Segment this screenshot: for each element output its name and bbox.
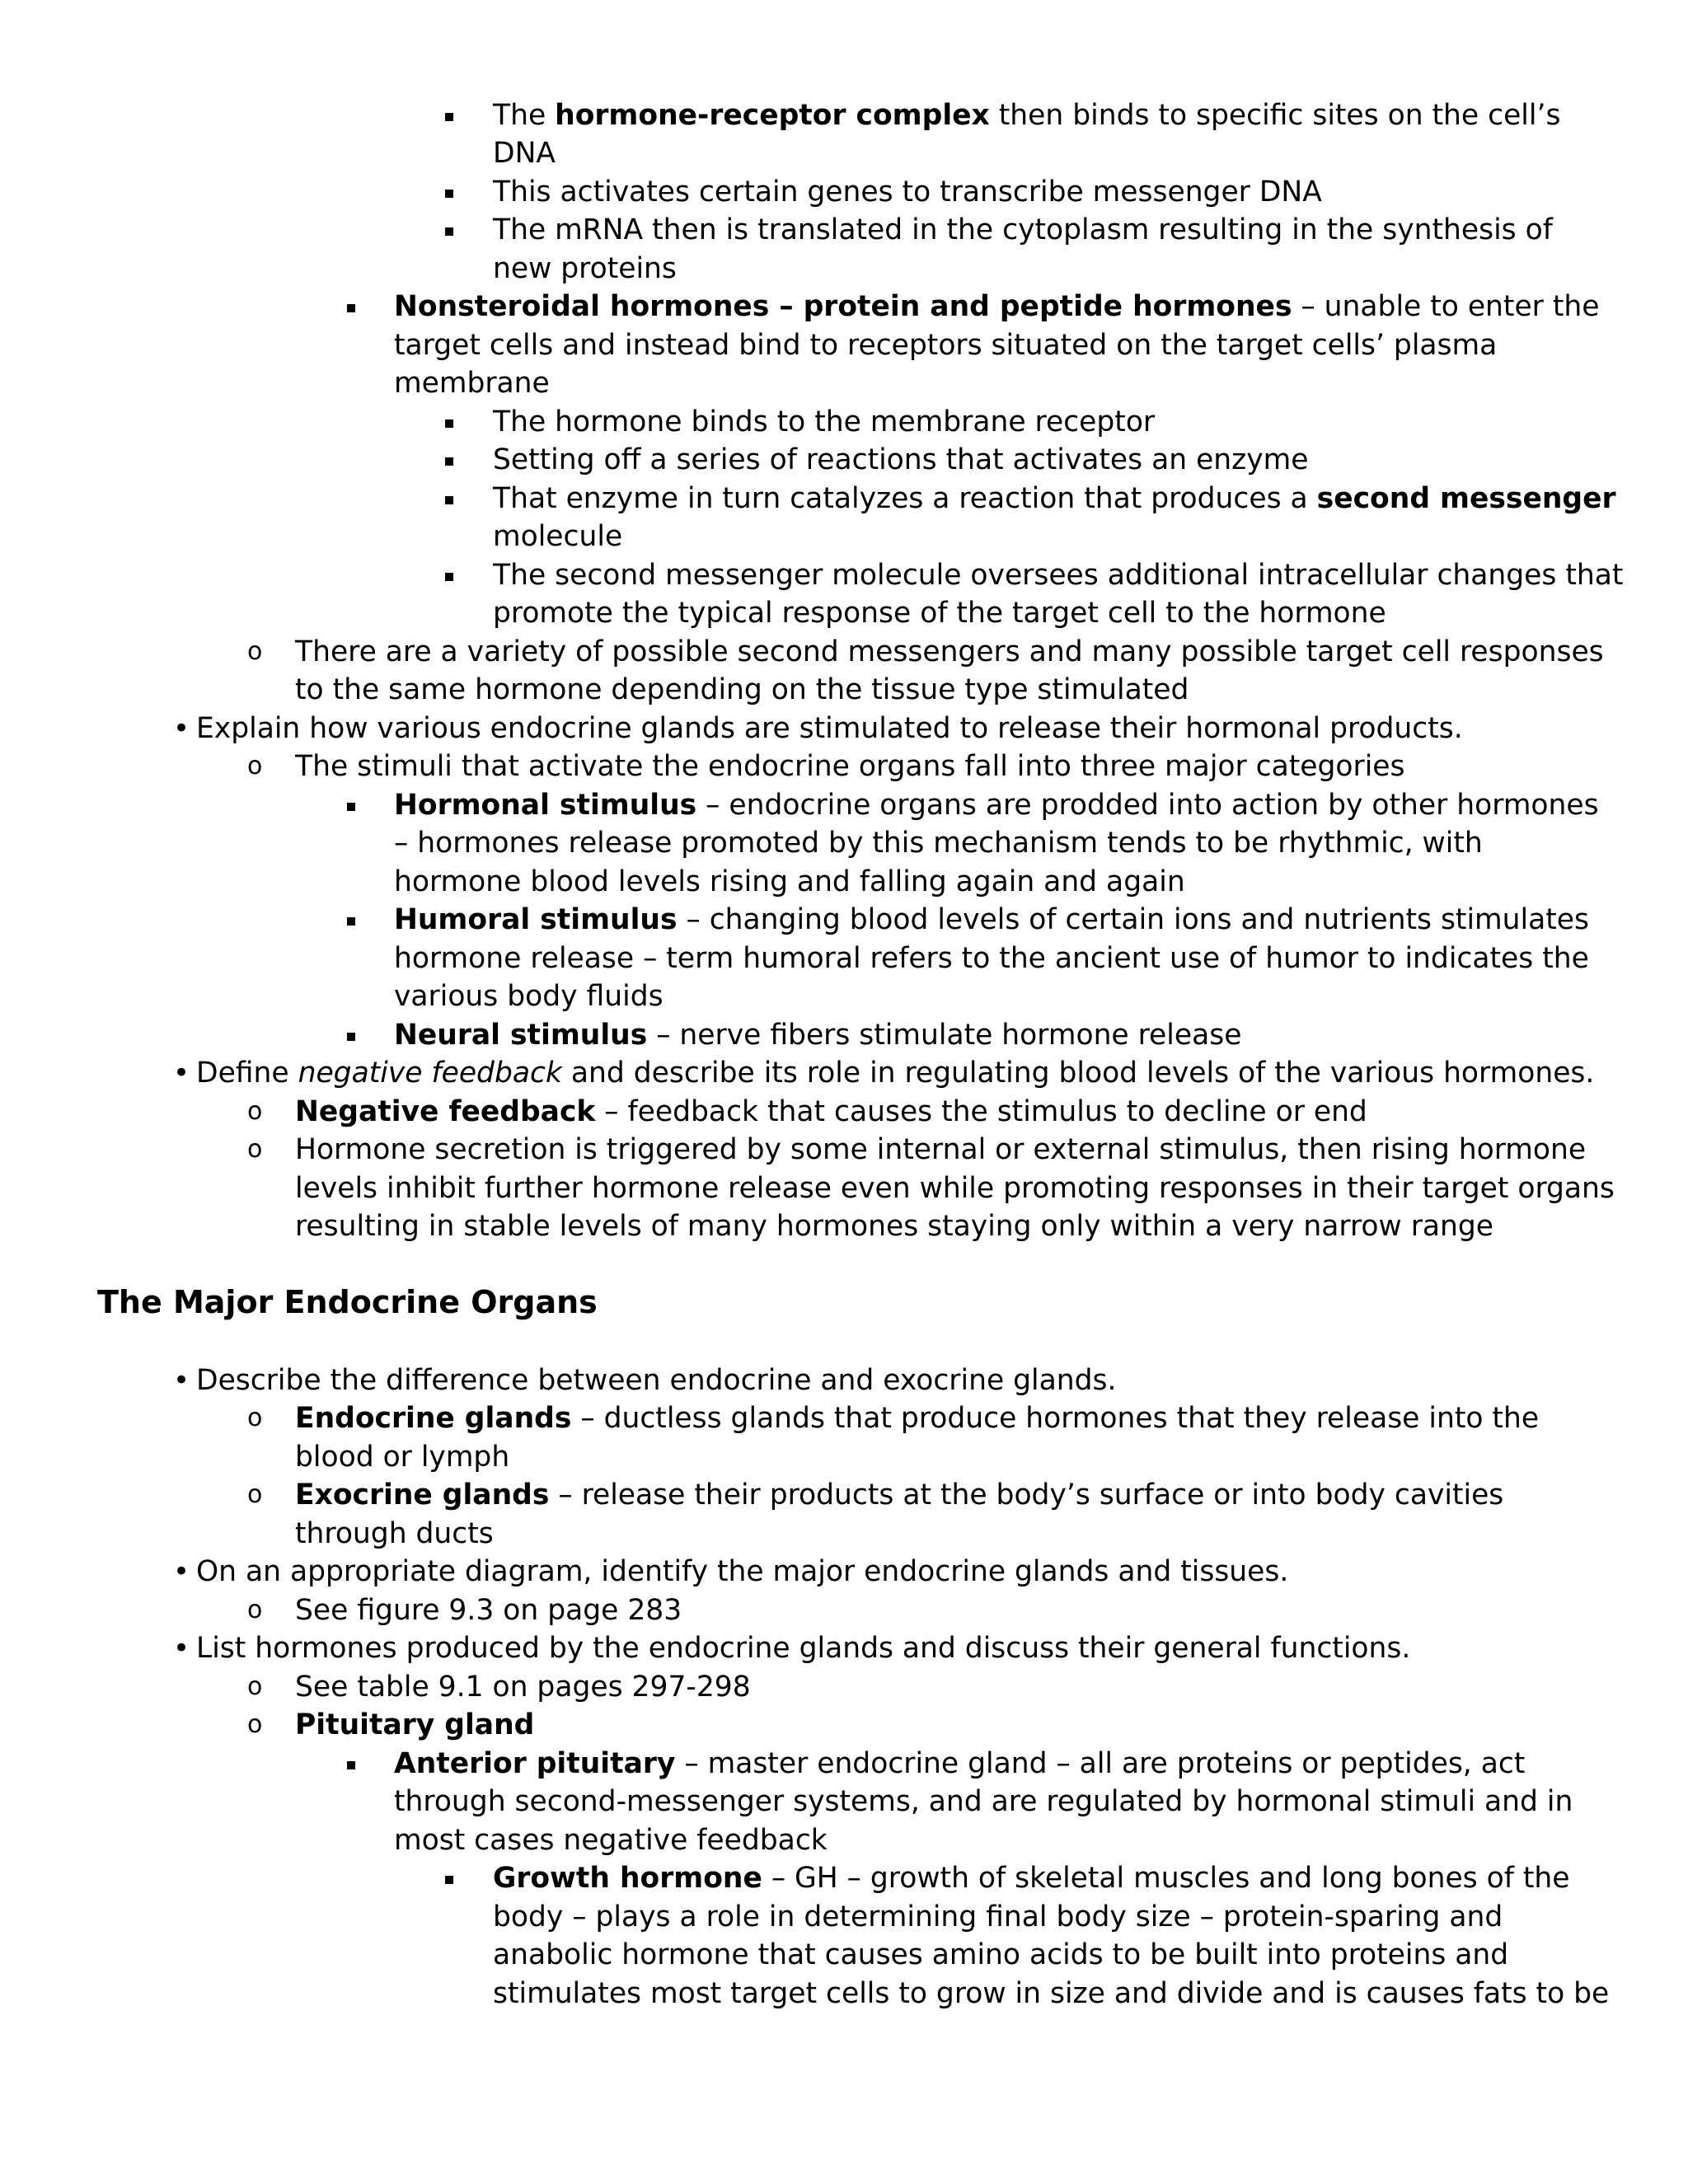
square-bullet-icon [347, 1745, 355, 1783]
square-bullet-icon [347, 1016, 355, 1055]
bold-term: Nonsteroidal hormones – protein and peptide hormones [394, 290, 1292, 323]
text-run: molecule [493, 520, 623, 553]
text-line [493, 96, 1560, 135]
text-run: The second messenger molecule oversees additional intracellular changes that [493, 559, 1624, 592]
text-run: The Major Endocrine Organs [97, 1284, 598, 1320]
text-run: blood or lymph [295, 1441, 510, 1474]
dot-bullet-marker: • [173, 1057, 190, 1090]
text-run: hormone release – term humoral refers to the ancient use of humor to indicates the [394, 942, 1589, 975]
text-run: target cells and instead bind to receptors situated on the target cells’ plasma [394, 329, 1498, 362]
bold-term: Endocrine glands [295, 1402, 572, 1435]
text-line [493, 1936, 1508, 1975]
bold-term: Hormonal stimulus [394, 789, 697, 822]
text-line [493, 173, 1322, 212]
italic-term: negative feedback [298, 1057, 562, 1090]
text-run: hormone blood levels rising and falling again and again [394, 865, 1185, 898]
text-line [493, 480, 1616, 518]
text-run: That enzyme in turn catalyzes a reaction that produces a [493, 482, 1317, 515]
text-line [196, 1361, 1116, 1400]
text-line [394, 1745, 1525, 1783]
text-line [394, 863, 1185, 902]
square-bullet-icon [445, 96, 453, 135]
bold-term: Pituitary gland [295, 1708, 535, 1741]
text-run: – nerve fibers stimulate hormone release [647, 1019, 1242, 1052]
text-line [196, 710, 1463, 748]
text-run: – GH – growth of skeletal muscles and long bones of the [762, 1862, 1570, 1895]
text-line [493, 1859, 1569, 1898]
square-bullet-icon [445, 441, 453, 480]
dot-bullet-marker: • [173, 712, 190, 745]
bold-term: Exocrine glands [295, 1479, 550, 1511]
text-run: through second-messenger systems, and are regulated by hormonal stimuli and in [394, 1785, 1573, 1818]
text-line [295, 1093, 1367, 1132]
text-line [394, 786, 1599, 825]
text-run: – master endocrine gland – all are proteins or peptides, act [675, 1747, 1526, 1780]
text-run: Describe the difference between endocrine and exocrine glands. [196, 1364, 1117, 1397]
text-line [394, 1821, 828, 1860]
text-line [196, 1553, 1288, 1591]
circle-bullet-marker: o [247, 1672, 263, 1701]
text-run: Setting off a series of reactions that activates an enzyme [493, 443, 1309, 476]
text-line [295, 1591, 682, 1630]
bold-term: Neural stimulus [394, 1019, 648, 1052]
text-line [493, 1975, 1609, 2013]
text-line [394, 901, 1589, 940]
bold-term: Negative feedback [295, 1095, 596, 1128]
text-run: Hormone secretion is triggered by some internal or external stimulus, then rising hormone [295, 1133, 1587, 1166]
text-line [295, 1169, 1615, 1208]
square-bullet-icon [445, 1859, 453, 1898]
circle-bullet-marker: o [247, 1404, 263, 1432]
text-line [394, 326, 1497, 365]
text-run: The stimuli that activate the endocrine organs fall into three major categories [295, 750, 1405, 783]
text-run: then binds to specific sites on the cell’s [989, 99, 1561, 132]
square-bullet-icon [445, 211, 453, 250]
circle-bullet-marker: o [247, 1710, 263, 1739]
bold-term: second messenger [1316, 482, 1616, 515]
text-run: See table 9.1 on pages 297-298 [295, 1671, 751, 1704]
text-line [295, 1476, 1503, 1515]
dot-bullet-marker: • [173, 1632, 190, 1665]
text-line [295, 633, 1604, 672]
text-line [295, 1706, 534, 1745]
text-run: DNA [493, 137, 556, 170]
text-line [295, 1668, 751, 1707]
text-run: Define [196, 1057, 298, 1090]
text-run: resulting in stable levels of many hormones staying only within a very narrow range [295, 1210, 1494, 1243]
text-line [394, 364, 550, 403]
text-run: See figure 9.3 on page 283 [295, 1594, 682, 1627]
dot-bullet-marker: • [173, 1364, 190, 1397]
text-run: – unable to enter the [1292, 290, 1600, 323]
square-bullet-icon [347, 288, 355, 326]
text-line [394, 1016, 1241, 1055]
square-bullet-icon [445, 403, 453, 442]
text-run: – release their products at the body’s surface or into body cavities [549, 1479, 1504, 1511]
text-line [295, 1131, 1586, 1169]
text-line [394, 288, 1599, 326]
text-line [493, 134, 556, 173]
text-run: The hormone binds to the membrane receptor [493, 405, 1156, 438]
text-line [493, 250, 677, 288]
square-bullet-icon [445, 556, 453, 595]
text-run: Explain how various endocrine glands are stimulated to release their hormonal products. [196, 712, 1463, 745]
text-run: levels inhibit further hormone release even while promoting responses in their target organs [295, 1172, 1615, 1205]
square-bullet-icon [347, 901, 355, 940]
text-run: promote the typical response of the target cell to the hormone [493, 597, 1386, 630]
text-run: – hormones release promoted by this mechanism tends to be rhythmic, with [394, 827, 1483, 860]
text-line [493, 403, 1155, 442]
text-run: The [493, 99, 556, 132]
text-line [295, 671, 1189, 710]
bold-term: Anterior pituitary [394, 1747, 676, 1780]
square-bullet-icon [445, 173, 453, 212]
text-run: – ductless glands that produce hormones that they release into the [571, 1402, 1540, 1435]
square-bullet-icon [347, 786, 355, 825]
text-line [394, 940, 1589, 978]
text-run: membrane [394, 367, 550, 400]
text-line [295, 1515, 494, 1554]
text-line [295, 1438, 509, 1477]
text-run: There are a variety of possible second messengers and many possible target cell responses [295, 635, 1604, 668]
text-run: – feedback that causes the stimulus to decline or end [595, 1095, 1367, 1128]
circle-bullet-marker: o [247, 752, 263, 780]
text-line [295, 748, 1405, 786]
text-line [493, 518, 622, 556]
text-run: through ducts [295, 1517, 494, 1550]
text-run: On an appropriate diagram, identify the major endocrine glands and tissues. [196, 1555, 1289, 1588]
text-run: various body fluids [394, 980, 663, 1013]
text-run: body – plays a role in determining final body size – protein-sparing and [493, 1900, 1503, 1933]
text-line [196, 1054, 1594, 1093]
circle-bullet-marker: o [247, 1480, 263, 1509]
section-heading [97, 1283, 598, 1322]
text-run: – changing blood levels of certain ions and nutrients stimulates [677, 903, 1589, 936]
text-line [493, 556, 1623, 595]
text-run: most cases negative feedback [394, 1824, 828, 1857]
square-bullet-icon [445, 480, 453, 518]
circle-bullet-marker: o [247, 1135, 263, 1164]
text-line [295, 1399, 1539, 1438]
text-line [493, 1898, 1503, 1937]
text-run: stimulates most target cells to grow in size and divide and is causes fats to be [493, 1977, 1610, 2010]
text-line [493, 211, 1553, 250]
bold-term: Humoral stimulus [394, 903, 678, 936]
text-run: List hormones produced by the endocrine glands and discuss their general functions. [196, 1632, 1411, 1665]
text-line [394, 977, 663, 1016]
text-run: new proteins [493, 252, 677, 285]
text-line [196, 1629, 1410, 1668]
text-run: This activates certain genes to transcribe messenger DNA [493, 176, 1322, 209]
text-line [493, 594, 1386, 633]
text-line [394, 824, 1483, 863]
circle-bullet-marker: o [247, 1596, 263, 1624]
text-run: and describe its role in regulating blood levels of the various hormones. [561, 1057, 1595, 1090]
text-line [295, 1207, 1493, 1246]
bold-term: Growth hormone [493, 1862, 762, 1895]
dot-bullet-marker: • [173, 1555, 190, 1588]
text-run: to the same hormone depending on the tissue type stimulated [295, 673, 1189, 706]
circle-bullet-marker: o [247, 1097, 263, 1126]
text-line [493, 441, 1309, 480]
bold-term: hormone-receptor complex [555, 99, 990, 132]
text-run: The mRNA then is translated in the cytoplasm resulting in the synthesis of [493, 213, 1553, 246]
text-run: anabolic hormone that causes amino acids to be built into proteins and [493, 1938, 1509, 1971]
text-run: – endocrine organs are prodded into action by other hormones [696, 789, 1599, 822]
circle-bullet-marker: o [247, 637, 263, 666]
text-line [394, 1783, 1573, 1821]
